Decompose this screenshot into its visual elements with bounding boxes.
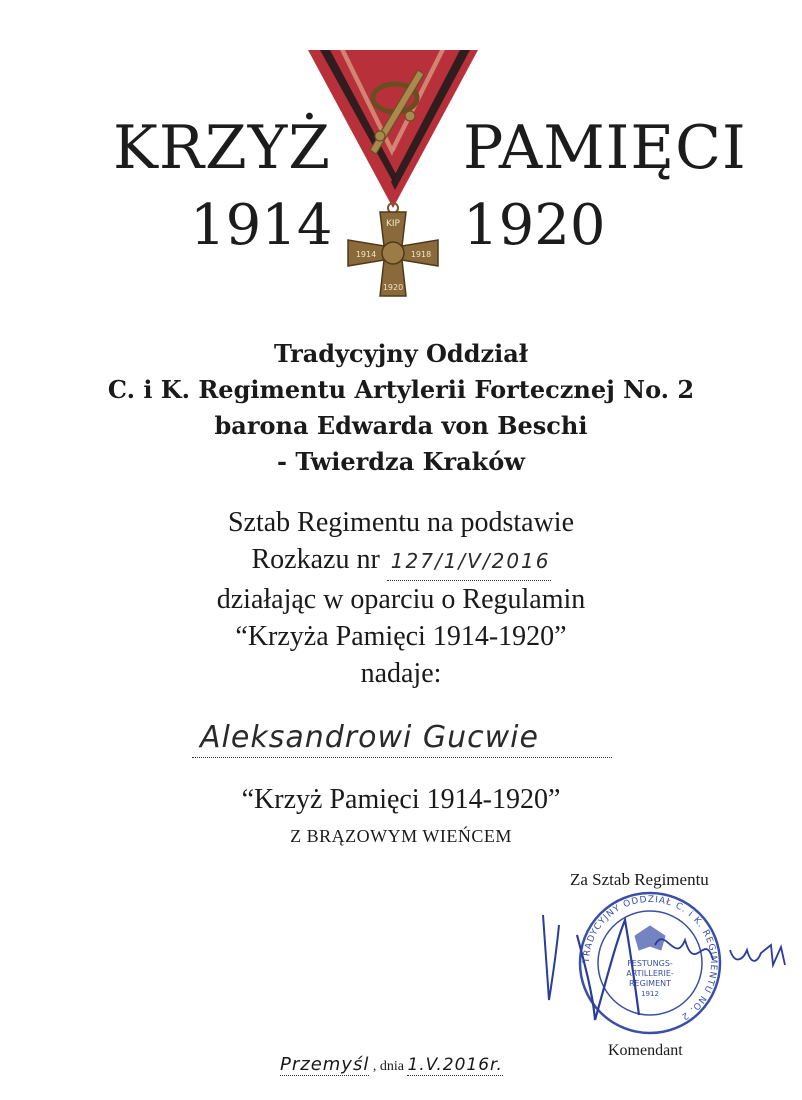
recipient-name-handwritten: Aleksandrowi Gucwie <box>200 720 539 755</box>
title-year-right: 1920 <box>463 193 606 258</box>
body-line-3: działając w oparciu o Regulamin <box>216 584 586 615</box>
medal-left-text: 1914 <box>355 250 377 259</box>
recipient-dotted-line <box>192 757 612 758</box>
order-prefix: Rozkazu nr <box>251 544 380 575</box>
body-line-5: nadaje: <box>360 658 442 689</box>
medal-bottom-text: 1920 <box>382 283 404 292</box>
org-line-1: Tradycyjny Oddział <box>273 339 529 368</box>
commander-signature <box>535 905 802 1035</box>
place-date-row <box>280 1054 503 1076</box>
date-label: , dnia <box>372 1059 404 1074</box>
title-word-right: PAMIĘCI <box>463 113 747 183</box>
title-word-left: KRZYŻ <box>113 113 331 183</box>
seal-ring-text: TRADYCYJNY ODDZIAŁ C. i K. REGIMENTU NO. 2 <box>581 894 719 1022</box>
order-number-handwritten: 127/1/V/2016 <box>387 543 551 581</box>
award-subtitle: Z BRĄZOWYM WIEŃCEM <box>290 826 512 846</box>
medal-right-text: 1918 <box>410 250 432 259</box>
medal-top-text: KIP <box>386 219 400 229</box>
body-line-1: Sztab Regimentu na podstawie <box>227 507 575 538</box>
body-line-2 <box>0 541 802 581</box>
organization-heading <box>0 336 802 480</box>
za-sztab-label: Za Sztab Regimentu <box>570 870 709 889</box>
org-line-3: barona Edwarda von Beschi <box>214 411 588 440</box>
medal-cross-icon <box>300 40 485 300</box>
seal-center-line-4: 1912 <box>641 990 659 998</box>
org-line-2: C. i K. Regimentu Artylerii Fortecznej No. 2 <box>107 375 695 404</box>
komendant-label: Komendant <box>608 1042 683 1059</box>
org-line-4: - Twierdza Kraków <box>277 447 525 476</box>
place-handwritten: Przemyśl <box>280 1054 370 1075</box>
body-text <box>0 504 802 692</box>
seal-center-line-2: ARTILLERIE- <box>626 969 674 978</box>
seal-center-line-1: FESTUNGS- <box>627 959 673 968</box>
award-title: “Krzyż Pamięci 1914-1920” <box>241 784 561 815</box>
title-year-left: 1914 <box>190 193 333 258</box>
body-line-4: “Krzyża Pamięci 1914-1920” <box>235 621 567 652</box>
date-handwritten: 1.V.2016r. <box>407 1055 503 1075</box>
seal-center-line-3: REGIMENT <box>629 979 671 988</box>
